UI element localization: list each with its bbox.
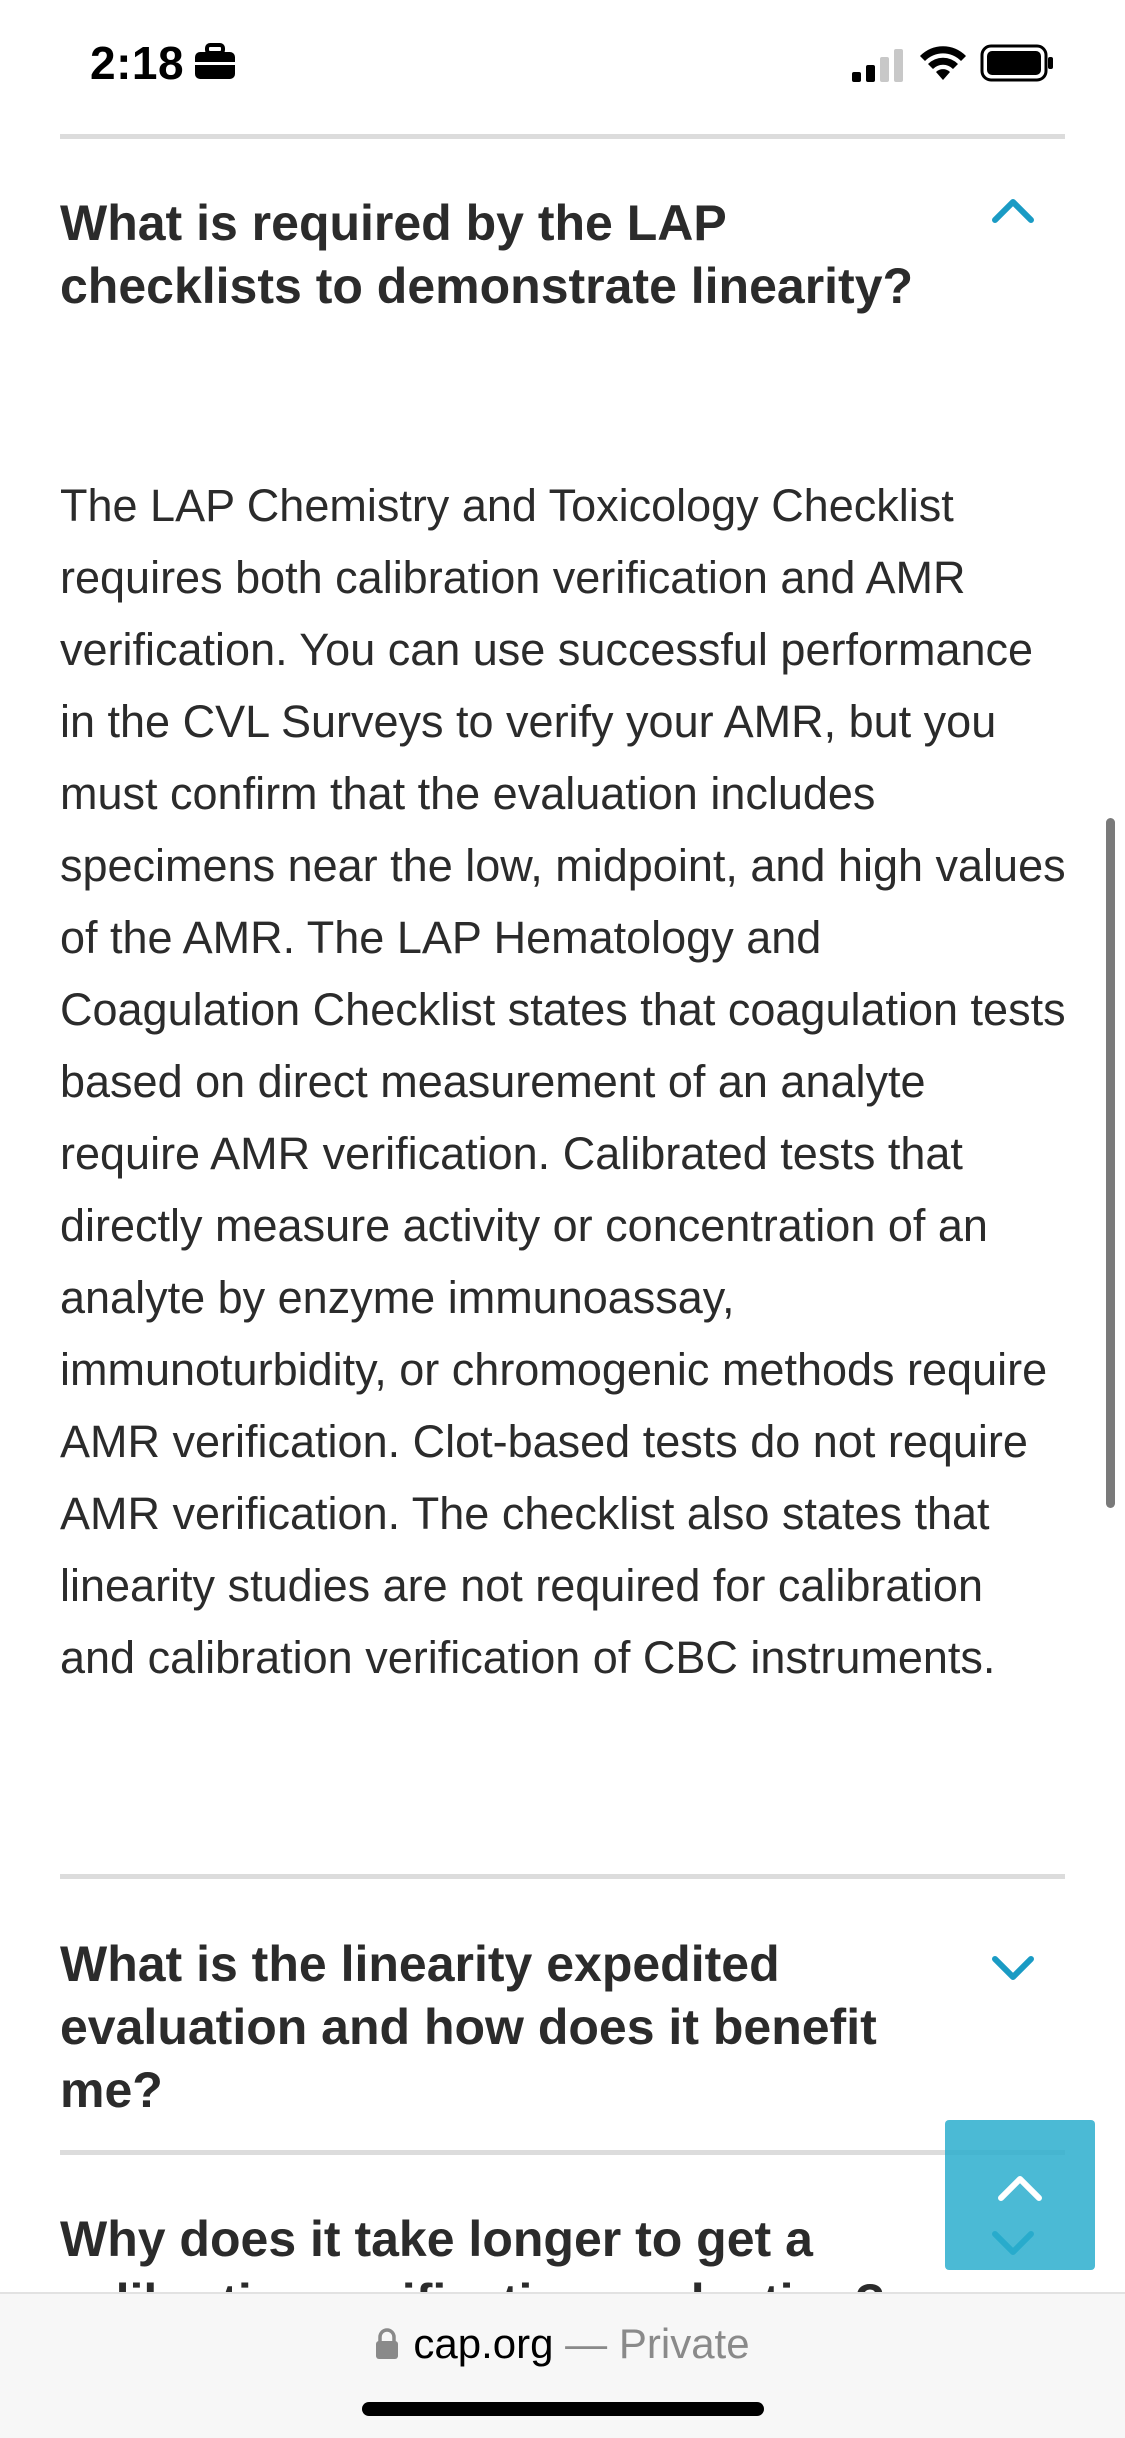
faq-question-1[interactable]: What is required by the LAP checklists to demonstrate linearity? (60, 195, 914, 314)
faq-divider (60, 134, 1065, 139)
status-time: 2:18 (90, 37, 185, 89)
faq-divider (60, 2150, 1065, 2155)
faq-question-2[interactable]: What is the linearity expedited evaluation and how does it benefit me? (60, 1936, 877, 2118)
browser-url-bar[interactable] (0, 2292, 1125, 2438)
url-private-label: Private (618, 2320, 750, 2367)
chevron-up-icon (995, 2172, 1045, 2204)
home-indicator[interactable] (362, 2402, 764, 2416)
chevron-down-icon[interactable] (990, 1952, 1036, 1982)
wifi-icon (918, 44, 968, 82)
url-domain: cap.org (413, 2320, 554, 2367)
url-display[interactable] (0, 2320, 1125, 2368)
briefcase-icon (194, 44, 236, 80)
lock-icon (375, 2328, 399, 2360)
status-bar (0, 0, 1125, 130)
faq-divider (60, 1874, 1065, 1879)
faq-question-3[interactable]: Why does it take longer to get a (60, 2211, 813, 2267)
back-to-top-button[interactable] (945, 2120, 1095, 2270)
signal-icon (850, 48, 906, 82)
url-separator: — (553, 2320, 619, 2367)
chevron-up-icon[interactable] (990, 195, 1036, 225)
scroll-indicator[interactable] (1106, 818, 1115, 1508)
faq-answer-1: The LAP Chemistry and Toxicology Checklist requires both calibration verification and AMR verification. You can use successful performance in the CVL Surveys to verify your AMR, but you must confirm that the evaluation includes specimens near the low, midpoint, and high values of the AMR. The LAP Hematology and Coagulation Checklist states that coagulation tests based on direct measurement of an analyte require AMR verification. Calibrated tests that directly measure activity or concentration of an analyte by enzyme immunoassay, immunoturbidity, or chromogenic methods require AMR verification. Clot-based tests do not require AMR verification. The checklist also states that linearity studies are not required for calibration and calibration verification of CBC instruments. (60, 480, 1066, 1683)
battery-icon (980, 44, 1054, 82)
